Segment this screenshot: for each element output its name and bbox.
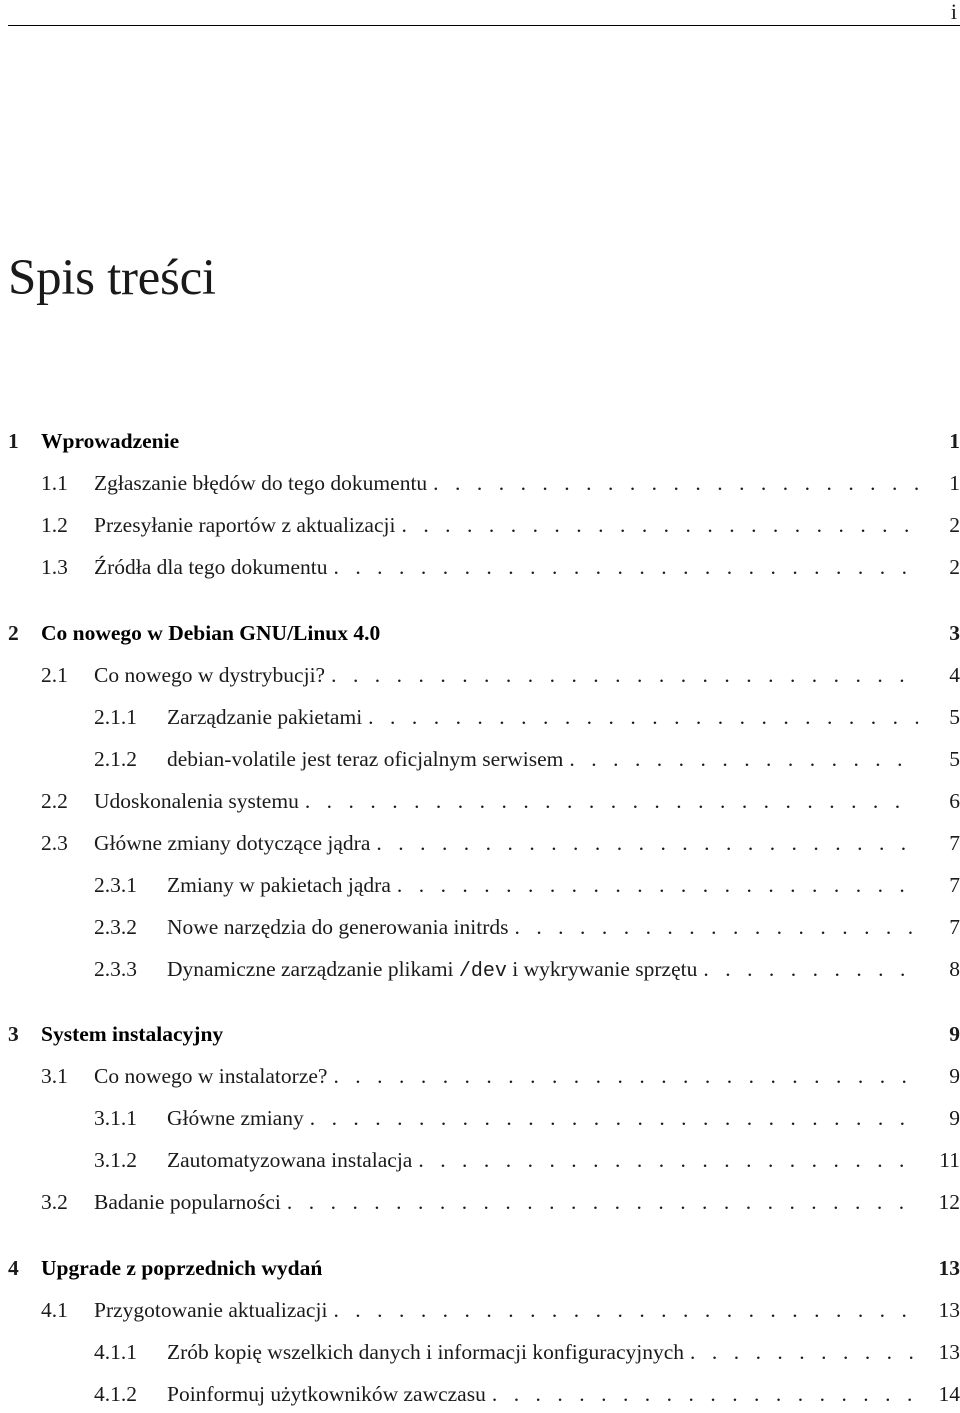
toc-page-number: 8 xyxy=(949,957,960,981)
toc-number: 4.1.2 xyxy=(94,1382,137,1406)
toc-chapter-2[interactable] xyxy=(0,616,960,650)
dot-leader xyxy=(370,826,918,860)
toc-chapter-4[interactable] xyxy=(0,1251,960,1285)
toc-section-2-2[interactable] xyxy=(0,784,960,818)
toc-title-wrap xyxy=(94,1185,918,1219)
toc-title-wrap xyxy=(94,1293,918,1327)
toc-page-number: 13 xyxy=(938,1256,960,1280)
toc-title: Zrób kopię wszelkich danych i informacji konfiguracyjnych xyxy=(167,1340,685,1364)
toc-title: Zarządzanie pakietami xyxy=(167,705,363,729)
toc-subsection-3-1-2[interactable] xyxy=(0,1143,960,1177)
toc-number: 4.1.1 xyxy=(94,1340,137,1364)
toc-page-number: 14 xyxy=(938,1382,960,1406)
toc-subsection-4-1-2[interactable] xyxy=(0,1377,960,1411)
toc-title: Główne zmiany dotyczące jądra xyxy=(94,831,371,855)
toc-number: 3.1 xyxy=(41,1064,68,1088)
toc-number: 3 xyxy=(8,1022,19,1046)
toc-title-wrap xyxy=(94,466,918,500)
page-title: Spis treści xyxy=(8,250,216,306)
toc-section-1-2[interactable] xyxy=(0,508,960,542)
toc-title-wrap xyxy=(167,1377,918,1411)
toc-section-1-1[interactable] xyxy=(0,466,960,500)
toc-title-wrap xyxy=(167,700,918,734)
toc-page-number: 11 xyxy=(939,1148,960,1172)
toc-page-number: 13 xyxy=(938,1340,960,1364)
toc-subsection-2-3-2[interactable] xyxy=(0,910,960,944)
toc-chapter-1[interactable] xyxy=(0,424,960,458)
toc-title: Zautomatyzowana instalacja xyxy=(167,1148,413,1172)
toc-title: Przesyłanie raportów z aktualizacji xyxy=(94,513,396,537)
toc-title: Upgrade z poprzednich wydań xyxy=(41,1256,323,1280)
toc-number: 2.3.1 xyxy=(94,873,137,897)
toc-title-wrap xyxy=(41,1251,918,1285)
toc-title-wrap xyxy=(94,508,918,542)
toc-number: 4.1 xyxy=(41,1298,68,1322)
dot-leader xyxy=(299,784,918,818)
toc-section-4-1[interactable] xyxy=(0,1293,960,1327)
toc-section-3-1[interactable] xyxy=(0,1059,960,1093)
toc-title-wrap xyxy=(94,658,918,692)
dot-leader xyxy=(391,868,918,902)
toc-title: System instalacyjny xyxy=(41,1022,224,1046)
dot-leader xyxy=(327,1059,918,1093)
toc-title: Co nowego w dystrybucji? xyxy=(94,663,326,687)
dot-leader xyxy=(304,1101,918,1135)
toc-section-1-3[interactable] xyxy=(0,550,960,584)
toc-title-wrap xyxy=(167,1143,918,1177)
dot-leader xyxy=(697,952,918,986)
toc-title-wrap xyxy=(167,1335,918,1369)
toc-subsection-3-1-1[interactable] xyxy=(0,1101,960,1135)
toc-page-number: 9 xyxy=(949,1064,960,1088)
toc-title-part: Dynamiczne zarządzanie plikami xyxy=(167,957,459,981)
toc-subsection-4-1-1[interactable] xyxy=(0,1335,960,1369)
toc-page-number: 13 xyxy=(938,1298,960,1322)
toc-number: 2.1 xyxy=(41,663,68,687)
toc-chapter-3[interactable] xyxy=(0,1017,960,1051)
toc-page-number: 9 xyxy=(949,1106,960,1130)
toc-title-code: /dev xyxy=(458,960,507,983)
toc-title: Źródła dla tego dokumentu xyxy=(94,555,328,579)
toc-number: 3.1.1 xyxy=(94,1106,137,1130)
dot-leader xyxy=(427,466,918,500)
toc-page-number: 7 xyxy=(949,873,960,897)
toc-page-number: 12 xyxy=(938,1190,960,1214)
toc-page-number: 7 xyxy=(949,915,960,939)
toc-number: 3.1.2 xyxy=(94,1148,137,1172)
toc-title-wrap xyxy=(94,784,918,818)
toc-title: Badanie popularności xyxy=(94,1190,281,1214)
toc-title-wrap xyxy=(41,424,918,458)
dot-leader xyxy=(508,910,918,944)
toc-title: Nowe narzędzia do generowania initrds xyxy=(167,915,509,939)
dot-leader xyxy=(412,1143,918,1177)
toc-page-number: 2 xyxy=(949,555,960,579)
toc-title: Zmiany w pakietach jądra xyxy=(167,873,391,897)
toc-title: Poinformuj użytkowników zawczasu xyxy=(167,1382,486,1406)
toc-page-number: 4 xyxy=(949,663,960,687)
toc-title: Przygotowanie aktualizacji xyxy=(94,1298,328,1322)
toc-title-wrap xyxy=(94,550,918,584)
toc-number: 1.2 xyxy=(41,513,68,537)
toc-title: Zgłaszanie błędów do tego dokumentu xyxy=(94,471,428,495)
toc-number: 1 xyxy=(8,429,19,453)
toc-number: 2.1.1 xyxy=(94,705,137,729)
page-number: i xyxy=(950,0,957,24)
toc-title: Co nowego w instalatorze? xyxy=(94,1064,328,1088)
header-rule xyxy=(8,25,960,26)
toc-title: Co nowego w Debian GNU/Linux 4.0 xyxy=(41,621,381,645)
toc-subsection-2-1-2[interactable] xyxy=(0,742,960,776)
toc-number: 2 xyxy=(8,621,19,645)
toc-number: 3.2 xyxy=(41,1190,68,1214)
toc-title: Wprowadzenie xyxy=(41,429,180,453)
toc-title-part: i wykrywanie sprzętu xyxy=(506,957,698,981)
dot-leader xyxy=(684,1335,918,1369)
toc-title xyxy=(167,952,697,989)
dot-leader xyxy=(327,1293,918,1327)
toc-page-number: 6 xyxy=(949,789,960,813)
toc-title-wrap xyxy=(167,952,918,989)
toc-number: 2.3.3 xyxy=(94,957,137,981)
toc-page-number: 7 xyxy=(949,831,960,855)
toc-number: 2.3.2 xyxy=(94,915,137,939)
toc-number: 2.3 xyxy=(41,831,68,855)
toc-subsection-2-3-3[interactable] xyxy=(0,952,960,986)
toc-page-number: 5 xyxy=(949,747,960,771)
dot-leader xyxy=(327,550,918,584)
toc-subsection-2-3-1[interactable] xyxy=(0,868,960,902)
dot-leader xyxy=(563,742,918,776)
toc-title: Główne zmiany xyxy=(167,1106,304,1130)
toc-page-number: 5 xyxy=(949,705,960,729)
toc-title-wrap xyxy=(94,826,918,860)
toc-number: 1.3 xyxy=(41,555,68,579)
toc-section-3-2[interactable] xyxy=(0,1185,960,1219)
toc-title-wrap xyxy=(167,742,918,776)
dot-leader xyxy=(395,508,918,542)
toc-title-wrap xyxy=(41,1017,918,1051)
toc-page-number: 3 xyxy=(949,621,960,645)
toc-section-2-1[interactable] xyxy=(0,658,960,692)
toc-page-number: 1 xyxy=(949,429,960,453)
toc-page-number: 2 xyxy=(949,513,960,537)
toc-page-number: 1 xyxy=(949,471,960,495)
dot-leader xyxy=(486,1377,918,1411)
toc-title: Udoskonalenia systemu xyxy=(94,789,299,813)
toc-subsection-2-1-1[interactable] xyxy=(0,700,960,734)
toc-title: debian-volatile jest teraz oficjalnym serwisem xyxy=(167,747,564,771)
dot-leader xyxy=(325,658,918,692)
toc-title-wrap xyxy=(94,1059,918,1093)
toc-number: 4 xyxy=(8,1256,19,1280)
dot-leader xyxy=(281,1185,918,1219)
toc-title-wrap xyxy=(167,910,918,944)
toc-number: 2.1.2 xyxy=(94,747,137,771)
toc-number: 1.1 xyxy=(41,471,68,495)
toc-page-number: 9 xyxy=(949,1022,960,1046)
toc-title-wrap xyxy=(167,1101,918,1135)
toc-title-wrap xyxy=(41,616,918,650)
toc-title-wrap xyxy=(167,868,918,902)
toc-number: 2.2 xyxy=(41,789,68,813)
toc-section-2-3[interactable] xyxy=(0,826,960,860)
dot-leader xyxy=(362,700,918,734)
